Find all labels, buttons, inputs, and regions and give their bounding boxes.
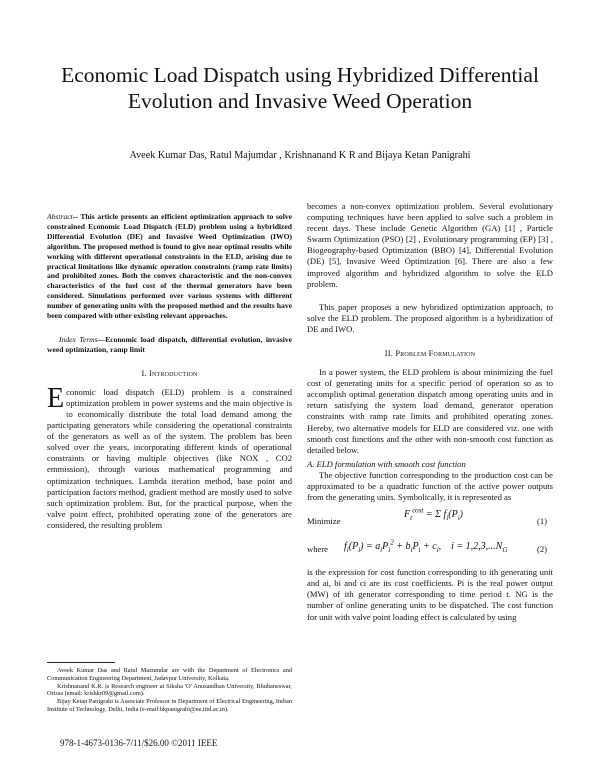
introduction-text: conomic load dispatch (ELD) problem is a constrained optimization problem in power systems and the main objective is to economically distribute the total load demand among the participating generators while considering the operational constraints of the generators as well as of the system. The problem has been solved over the years, incorporating different kinds of operational constraints or having multiple objectives (like NOX , CO2 emmission), through various mathematical programming and optimization techniques. Lambda iteration method, base point and participation factors method, gradient method are mostly used to solve such optimization problem. But, for the practical purpose, when the valve point effect, prohibited operating zone of the generators are considered, the resulting problem <box>47 386 292 530</box>
index-terms-text: —Economic load dispatch, differential evolution, invasive weed optimization, ramp limit <box>47 334 292 354</box>
abstract <box>47 212 292 321</box>
left-column <box>47 212 292 531</box>
equation-2-formula: $f_i(P_i) = a_iP_i^2 + b_iP_i + c_i$, $i = 1,2,3,...N_G$ <box>344 538 508 555</box>
abstract-label: Abstract <box>47 212 73 221</box>
equation-2-label: where <box>307 544 328 555</box>
right-paragraph-1: becomes a non-convex optimization problem. Several evolutionary computing techniques have been applied to solve such a problem in recent days. These include Genetic Algorithm (GA) [1] , Particle Swarm Optimization (PSO) [2] , Evolutionary programming (EP) [3] , Biogeography-based Optimization (BBO) [4], Differential Evolution (DE) [5], Invasive Weed Optimization [6]. There are also a few improved algorithm and hybridized algorithm to solve the ELD problem. <box>307 201 553 289</box>
copyright-notice: 978-1-4673-0136-7/11/$26.00 ©2011 IEEE <box>60 738 218 748</box>
equation-2 <box>307 537 553 561</box>
problem-paragraph-1: In a power system, the ELD problem is about minimizing the fuel cost of generating units for a specific period of operation so as to accomplish optimal generation dispatch among operating units and in return satisfying the system load demand, generator operation constraints with ramp rate limits and prohibited operating zones. Hereby, two alternative models for ELD are considered viz. one with smooth cost functions and the other with non-smooth cost function as detailed below. <box>307 367 553 455</box>
subsection-heading-a: A. ELD formulation with smooth cost function <box>307 458 466 469</box>
author-list: Aveek Kumar Das, Ratul Majumdar , Krishnanand K R and Bijaya Ketan Panigrahi <box>129 150 471 161</box>
footnote-1: Aveek Kumar Das and Ratul Mazumdar are with the Department of Electronics and Communication Engineering Department, Jadavpur University, Kolkata. <box>47 667 292 682</box>
equation-1-number: (1) <box>536 516 547 527</box>
equation-2-number: (2) <box>536 544 547 555</box>
drop-cap: E <box>47 382 65 414</box>
abstract-text: -- This article presents an efficient optimization approach to solve constrained Economic Load Dispatch (ELD) problem using a hybridized Differential Evolution (DE) and Invasive Weed Optimization (IWO) algorithm. The proposed method is found to give near optimal results while working with different operational constraints in the ELD, arising due to practical limitations like dynamic operation constraints (ramp rate limits) and prohibited zones. Both the convex characteristic and the non-convex characteristics of the fuel cost of the thermal generators have been considered. Simulations performed over various systems with different number of generating units with the proposed method and the results have been compared with other existing relevant approaches. <box>47 212 292 321</box>
section-heading-problem-formulation: II. Problem Formulation <box>384 349 476 359</box>
right-column <box>307 201 553 623</box>
footnote-2: Krishnanand K.R. is Research engineer at Siksha 'O' Anusandhan University, Bhubaneswar, Orissa (email: krishkr09@gmail.com). <box>47 682 292 698</box>
index-terms <box>47 335 292 355</box>
equation-1-formula: $F_t^{cost} = \Sigma$ $f_i(P_i)$ <box>404 506 464 523</box>
section-heading-introduction: I. Introduction <box>141 368 198 378</box>
footnote-rule <box>47 662 115 663</box>
paper-title: Economic Load Dispatch using Hybridized Differential Evolution and Invasive Weed Operation <box>61 63 539 113</box>
introduction-paragraph <box>47 382 292 531</box>
equation-1 <box>307 506 553 533</box>
footnotes <box>47 667 292 714</box>
footnote-3: Bijay Ketan Panigrahi is Associate Professor in Department of Electrical Engineering, Indian Institute of Technology, Delhi, India (e-mail:bkpanigrahi@ee.iitd.ac.in). <box>47 698 292 713</box>
problem-paragraph-3: is the expression for cost function corresponding to ith generating unit and ai, bi and ci are its cost coefficients. Pi is the real power output (MW) of ith generator corresponding to time period t. NG is the number of online generating units to be dispatched. The cost function for unit with valve point loading effect is calculated by using <box>307 567 553 622</box>
problem-paragraph-2: The objective function corresponding to the production cost can be approximated to be a quadratic function of the active power outputs from the generating units. Symbolically, it is represented as <box>307 469 553 503</box>
index-terms-label: Index Terms <box>59 334 98 344</box>
right-paragraph-2: This paper proposes a new hybridized optimization approach, to solve the ELD problem. The proposed algorithm is a hybridization of DE and IWO. <box>307 301 553 334</box>
equation-1-label: Minimize <box>307 516 341 527</box>
